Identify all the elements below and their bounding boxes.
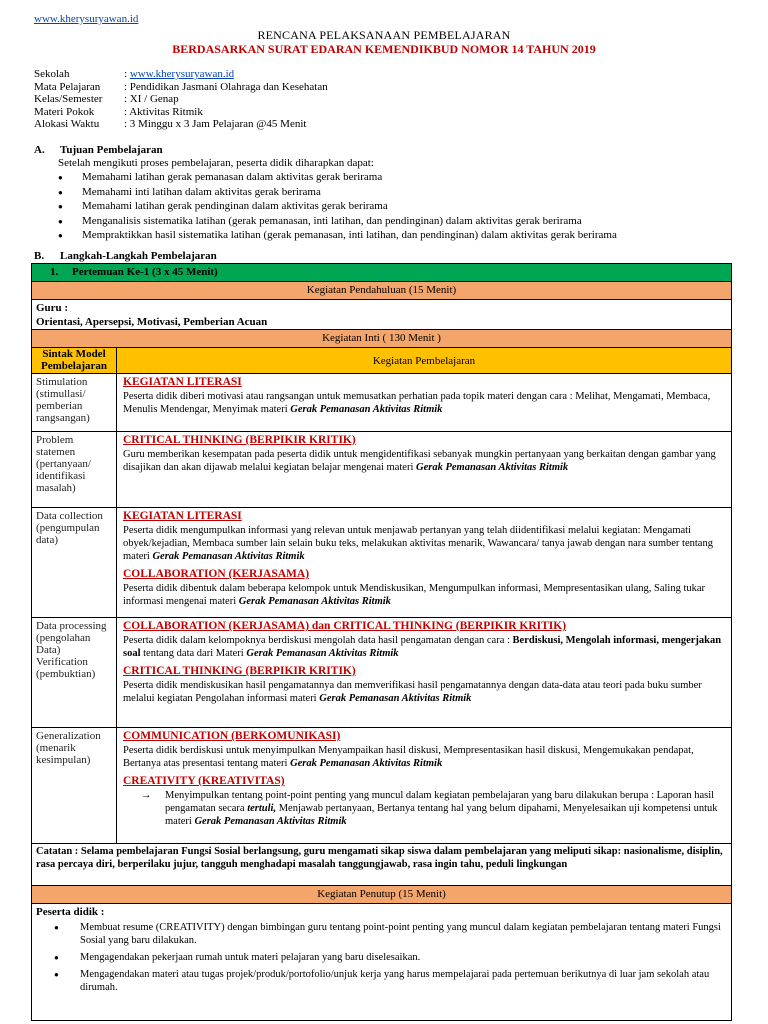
section-title: Tujuan Pembelajaran: [60, 144, 163, 156]
teacher-opening-row: [32, 300, 731, 330]
bullet-icon: ●: [58, 202, 63, 211]
lesson-steps-table: [31, 263, 732, 1021]
table-row: [32, 618, 731, 728]
list-item-text: Memahami latihan gerak pemanasan dalam aktivitas gerak berirama: [82, 171, 383, 183]
closing-list: [54, 921, 727, 994]
activity-text-body: Guru memberikan kesempatan pada peserta didik untuk mengidentifikasi sebanyak mungkin pertanyaan yang berkaitan dengan gambar yang disajikan dan akan dijawab melalui kegiatan belajar mengenai materi: [123, 449, 716, 473]
activity-text-body: Menjawab pertanyaan, Bertanya tentang hal yang belum dipahami, Menyelesaikan uji kompetensi untuk materi: [165, 803, 718, 827]
activity-text: [123, 744, 725, 770]
activity-cell: [117, 432, 731, 507]
identity-row-time: [34, 118, 328, 131]
activity-bold-text: Berdiskusi, Mengolah informasi, mengerjakan soal: [123, 635, 722, 659]
bullet-icon: ●: [54, 953, 59, 962]
section-number: A.: [34, 144, 45, 156]
identity-value: : Aktivitas Ritmik: [124, 105, 203, 118]
bullet-icon: ●: [58, 231, 63, 240]
activity-topic: Gerak Pemanasan Aktivitas Ritmik: [319, 693, 472, 704]
list-item-text: Memahami latihan gerak pendinginan dalam aktivitas gerak berirama: [82, 200, 388, 212]
identity-label: Materi Pokok: [34, 105, 95, 118]
activity-heading: KEGIATAN LITERASI: [123, 376, 242, 388]
core-activity-header: Kegiatan Inti ( 130 Menit ): [32, 330, 731, 348]
table-row: [32, 432, 731, 508]
col-sintak-header: Sintak Model Pembelajaran: [32, 348, 117, 373]
list-item: [54, 921, 727, 947]
closing-row: [32, 904, 731, 1020]
section-a-heading: [34, 144, 163, 156]
bullet-icon: ●: [54, 970, 59, 979]
activity-text-body: tentang data dari Materi: [143, 648, 244, 659]
student-label: Peserta didik :: [36, 906, 105, 918]
section-b-heading: [34, 250, 217, 262]
activity-text-body: Menyimpulkan tentang point-point penting yang muncul dalam kegiatan pembelajaran yang baru dilakukan berupa : Laporan hasil pengamatan secara: [165, 790, 715, 814]
activity-heading: COLLABORATION (KERJASAMA): [123, 568, 310, 580]
activity-topic: Gerak Pemanasan Aktivitas Ritmik: [290, 758, 443, 769]
activity-topic: Gerak Pemanasan Aktivitas Ritmik: [238, 596, 391, 607]
identity-label: Mata Pelajaran: [34, 80, 101, 93]
identity-row-class: [34, 93, 328, 106]
activity-text: [123, 390, 725, 416]
website-link[interactable]: www.kherysuryawan.id: [34, 13, 139, 25]
identity-value: : Pendidikan Jasmani Olahraga dan Kesehatan: [124, 80, 328, 93]
activity-heading: CRITICAL THINKING (BERPIKIR KRITIK): [123, 665, 356, 677]
activity-text-body: Peserta didik mendiskusikan hasil pengamatannya dan memverifikasi hasil pengamatannya dengan data-data atau teori pada buku sumber melalui kegiatan Pengolahan informasi materi: [123, 680, 702, 704]
sintak-cell: Problem statemen (pertanyaan/ identifikasi masalah): [32, 432, 117, 507]
activity-text: [123, 634, 725, 660]
activity-topic: Gerak Pemanasan Aktivitas Ritmik: [416, 462, 569, 473]
list-item: [58, 199, 617, 214]
bullet-icon: ●: [58, 187, 63, 197]
activity-heading: CREATIVITY (KREATIVITAS): [123, 775, 285, 787]
activity-heading: KEGIATAN LITERASI: [123, 510, 242, 522]
activity-text-body: Peserta didik berdiskusi untuk menyimpulkan Menyampaikan hasil diskusi, Mempresentasikan hasil diskusi, Mengemukakan pendapat, Bertanya atas presentasi tentang materi: [123, 745, 694, 769]
activity-cell: [117, 618, 731, 727]
list-item: [54, 951, 727, 964]
list-item-text: Menganalisis sistematika latihan (gerak pemanasan, inti latihan, dan pendinginan) dalam aktivitas gerak berirama: [82, 214, 582, 227]
activity-heading: COLLABORATION (KERJASAMA) dan CRITICAL THINKING (BERPIKIR KRITIK): [123, 620, 567, 632]
objectives-intro: Setelah mengikuti proses pembelajaran, peserta didik diharapkan dapat:: [58, 157, 374, 169]
column-header-row: [32, 348, 731, 374]
bullet-icon: ●: [58, 216, 63, 226]
bullet-icon: ●: [58, 173, 63, 182]
activity-emph: tertuli,: [247, 803, 277, 814]
activity-topic: Gerak Pemanasan Aktivitas Ritmik: [194, 816, 347, 827]
arrow-icon: →: [141, 790, 152, 801]
teacher-label: Guru :: [36, 302, 69, 314]
identity-value: : XI / Genap: [124, 93, 179, 105]
identity-label: Sekolah: [34, 68, 70, 80]
list-item-text: Mengagendakan materi atau tugas projek/produk/portofolio/unjuk kerja yang harus mempelajarai pada pertemuan berikutnya di luar jam sekolah atau dirumah.: [80, 969, 710, 993]
identity-row-subject: [34, 81, 328, 94]
orientation-text: Orientasi, Apersepsi, Motivasi, Pemberian Acuan: [36, 316, 268, 328]
list-item: [54, 968, 727, 994]
sintak-cell: Stimulation (stimullasi/ pemberian rangsangan): [32, 374, 117, 431]
activity-text: [123, 582, 725, 608]
attitude-note-row: Catatan : Selama pembelajaran Fungsi Sosial berlangsung, guru mengamati sikap siswa dalam pembelajaran yang meliputi sikap: nasionalisme, disiplin, rasa percaya diri, berperilaku jujur, tangguh menghadapi masalah tanggungjawab, rasa ingin tahu, peduli lingkungan: [32, 844, 731, 886]
identity-label: Alokasi Waktu: [34, 118, 100, 130]
list-item-text: Membuat resume (CREATIVITY) dengan bimbingan guru tentang point-point penting yang muncul dalam kegiatan pembelajaran tentang materi Fungsi Sosial yang baru dilakukan.: [80, 922, 721, 946]
activity-cell: [117, 508, 731, 617]
activity-cell: [117, 728, 731, 843]
activity-topic: Gerak Pemanasan Aktivitas Ritmik: [152, 551, 305, 562]
activity-cell: [117, 374, 731, 431]
activity-text-body: Peserta didik diberi motivasi atau rangsangan untuk memusatkan perhatian pada topik materi dengan cara : Melihat, Mengamati, Membaca, Menulis Mendengar, Menyimak materi: [123, 391, 711, 415]
school-link[interactable]: www.kherysuryawan.id: [129, 68, 235, 80]
identity-row-topic: [34, 106, 328, 119]
sintak-cell: Generalization (menarik kesimpulan): [32, 728, 117, 843]
objectives-list: [58, 170, 617, 243]
activity-heading: CRITICAL THINKING (BERPIKIR KRITIK): [123, 434, 356, 446]
sintak-cell: Data collection (pengumpulan data): [32, 508, 117, 617]
closing-activity-header: Kegiatan Penutup (15 Menit): [32, 886, 731, 904]
activity-text: [123, 524, 725, 563]
list-item: [58, 185, 617, 200]
opening-activity-header: Kegiatan Pendahuluan (15 Menit): [32, 282, 731, 300]
meeting-row: [32, 264, 731, 282]
document-title: RENCANA PELAKSANAAN PEMBELAJARAN: [257, 28, 511, 42]
list-item: [58, 170, 617, 185]
sintak-cell: Data processing (pengolahan Data) Verification (pembuktian): [32, 618, 117, 727]
activity-heading: COMMUNICATION (BERKOMUNIKASI): [123, 730, 341, 742]
activity-text-body: Peserta didik mengumpulkan informasi yang relevan untuk menjawab pertanyan yang telah diidentifikasi melalui kegiatan: Mengamati obyek/kejadian, Membaca sumber lain selain buku teks, melakukan aktivitas menarik, Wawancara/ tanya jawab dengan nara sumber tentang materi: [123, 525, 713, 562]
identity-value: : 3 Minggu x 3 Jam Pelajaran @45 Menit: [124, 118, 307, 130]
activity-text-body: Peserta didik dalam kelompoknya berdiskusi mengolah data hasil pengamatan dengan cara :: [123, 635, 510, 646]
list-item: [58, 228, 617, 243]
activity-topic: Gerak Pemanasan Aktivitas Ritmik: [290, 404, 443, 415]
activity-text-body: Peserta didik dibentuk dalam beberapa kelompok untuk Mendiskusikan, Mengumpulkan informasi, Mempresentasikan ulang, Saling tukar informasi mengenai materi: [123, 583, 706, 607]
document-subtitle: BERDASARKAN SURAT EDARAN KEMENDIKBUD NOMOR 14 TAHUN 2019: [172, 42, 596, 56]
meeting-title: Pertemuan Ke-1 (3 x 45 Menit): [72, 266, 218, 278]
activity-text: [123, 679, 725, 705]
identity-row-school: [34, 68, 328, 81]
meeting-number: 1.: [50, 266, 59, 278]
identity-label: Kelas/Semester: [34, 93, 103, 105]
identity-block: [34, 68, 328, 131]
list-item-text: Mempraktikkan hasil sistematika latihan (gerak pemanasan, inti latihan, dan pendinginan) dalam aktivitas gerak berirama: [82, 229, 617, 241]
activity-text: [123, 448, 725, 474]
list-item: [58, 214, 617, 229]
table-row: [32, 728, 731, 844]
list-item-text: Mengagendakan pekerjaan rumah untuk materi pelajaran yang baru diselesaikan.: [80, 952, 421, 963]
bullet-icon: ●: [54, 923, 59, 932]
section-title: Langkah-Langkah Pembelajaran: [60, 250, 217, 262]
col-kegiatan-header: Kegiatan Pembelajaran: [372, 355, 476, 367]
section-number: B.: [34, 250, 45, 262]
list-item-text: Memahami inti latihan dalam aktivitas gerak berirama: [82, 185, 321, 198]
activity-topic: Gerak Pemanasan Aktivitas Ritmik: [246, 648, 399, 659]
table-row: [32, 508, 731, 618]
table-row: [32, 374, 731, 432]
activity-text: [141, 789, 725, 828]
identity-colon: :: [124, 68, 130, 80]
